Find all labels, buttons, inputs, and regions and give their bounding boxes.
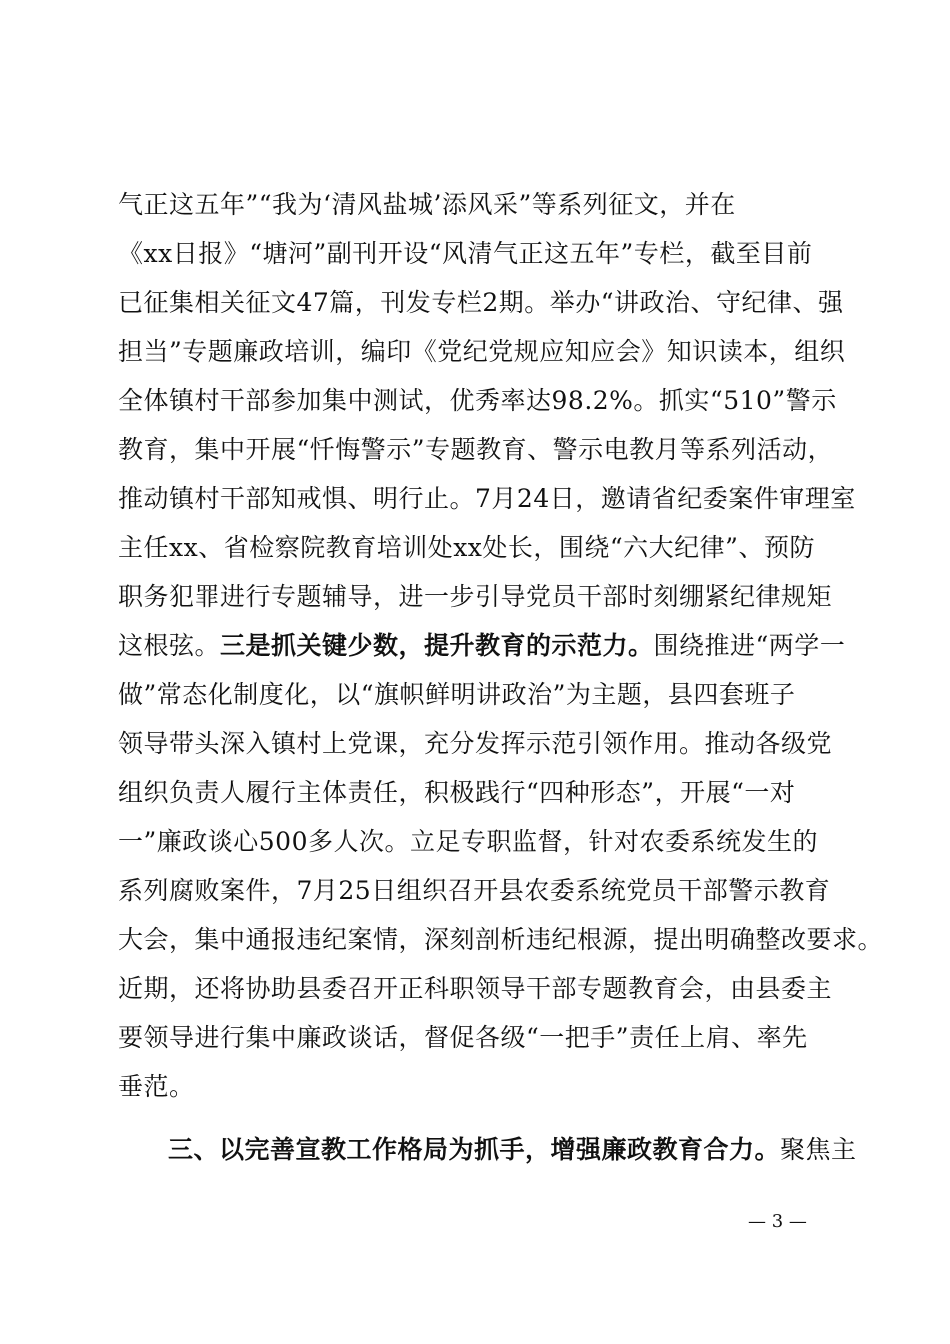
text-line: 做”常态化制度化，以“旗帜鲜明讲政治”为主题，县四套班子: [118, 680, 796, 709]
text-line: 气正这五年”“我为‘清风盐城’添风采”等系列征文，并在: [118, 190, 736, 219]
text-segment: 聚焦主: [780, 1135, 857, 1164]
text-line-with-bold: [118, 621, 846, 670]
text-line: 近期，还将协助县委召开正科职领导干部专题教育会，由县委主: [118, 974, 833, 1003]
text-line: 要领导进行集中廉政谈话，督促各级“一把手”责任上肩、率先: [118, 1023, 808, 1052]
text-segment: 这根弦。: [118, 631, 221, 660]
text-line: 职务犯罪进行专题辅导，进一步引导党员干部时刻绷紧纪律规矩: [118, 582, 833, 611]
text-line: 主任xx、省检察院教育培训处xx处长，围绕“六大纪律”、预防: [118, 533, 815, 562]
body-text: [118, 180, 884, 1174]
section-heading-line: [118, 1125, 857, 1174]
text-line: 一”廉政谈心500多人次。立足专职监督，针对农委系统发生的: [118, 827, 819, 856]
text-line: 推动镇村干部知戒惧、明行止。7月24日，邀请省纪委案件审理室: [118, 484, 856, 513]
paragraph-gap: [118, 1111, 838, 1125]
text-line: 系列腐败案件，7月25日组织召开县农委系统党员干部警示教育: [118, 876, 831, 905]
text-line: 垂范。: [118, 1072, 195, 1101]
text-line: 组织负责人履行主体责任，积极践行“四种形态”，开展“一对: [118, 778, 796, 807]
text-line: 已征集相关征文47篇，刊发专栏2期。举办“讲政治、守纪律、强: [118, 288, 844, 317]
text-segment: 围绕推进“两学一: [653, 631, 846, 660]
text-line: 担当”专题廉政培训，编印《党纪党规应知应会》知识读本，组织: [118, 337, 846, 366]
text-line: 大会，集中通报违纪案情，深刻剖析违纪根源，提出明确整改要求。: [118, 925, 884, 954]
text-line: 教育，集中开展“忏悔警示”专题教育、警示电教月等系列活动，: [118, 435, 834, 464]
bold-subheading: 三是抓关键少数，提升教育的示范力。: [220, 631, 654, 660]
text-line: 《xx日报》“塘河”副刊开设“风清气正这五年”专栏，截至目前: [118, 239, 813, 268]
text-line: 全体镇村干部参加集中测试，优秀率达98.2%。抓实“510”警示: [118, 386, 837, 415]
text-line: 领导带头深入镇村上党课，充分发挥示范引领作用。推动各级党: [118, 729, 833, 758]
section-heading: 三、以完善宣教工作格局为抓手，增强廉政教育合力。: [168, 1135, 781, 1164]
page-number: — 3 —: [748, 1211, 807, 1232]
